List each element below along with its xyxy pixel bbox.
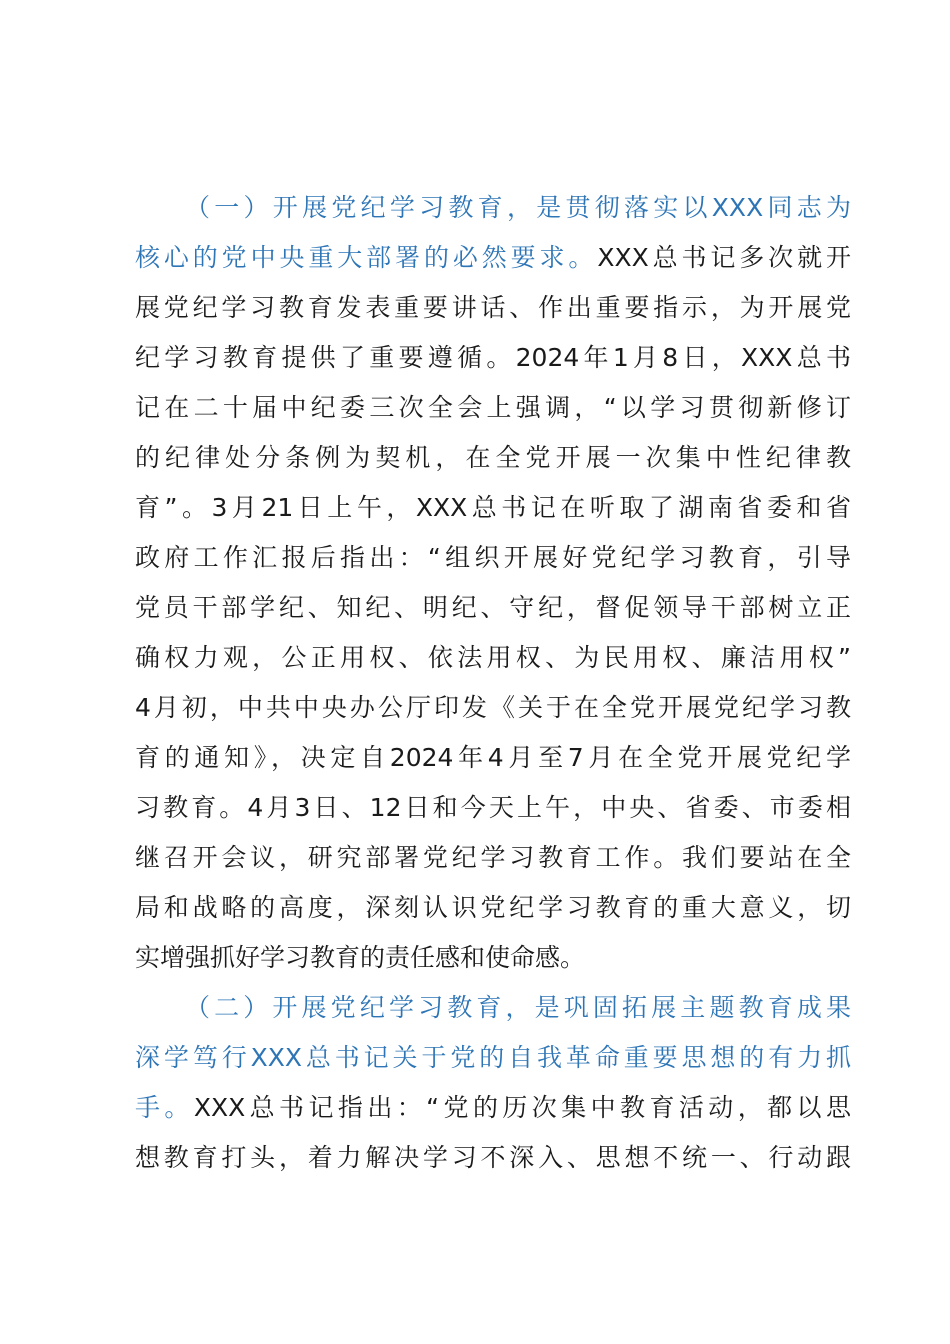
body-text: 纪学习教育提供了重要遵循。2024年1月8日，XXX总书 bbox=[135, 343, 851, 372]
text-line bbox=[135, 183, 851, 233]
section-heading: 深学笃行XXX总书记关于党的自我革命重要思想的有力抓 bbox=[135, 1043, 851, 1072]
text-line bbox=[135, 233, 851, 283]
text-line bbox=[135, 983, 851, 1033]
text-line bbox=[135, 583, 851, 633]
text-line bbox=[135, 733, 851, 783]
body-text: XXX总书记指出：“党的历次集中教育活动，都以思 bbox=[193, 1093, 851, 1122]
body-text: 想教育打头，着力解决学习不深入、思想不统一、行动跟 bbox=[135, 1143, 851, 1172]
text-line bbox=[135, 933, 851, 983]
section-heading: （二）开展党纪学习教育，是巩固拓展主题教育成果 bbox=[185, 993, 851, 1022]
text-line bbox=[135, 1033, 851, 1083]
paragraph-section-2 bbox=[135, 983, 851, 1183]
document-body bbox=[135, 183, 851, 1183]
section-heading: 手。 bbox=[135, 1093, 194, 1122]
text-line bbox=[135, 833, 851, 883]
body-text: 党员干部学纪、知纪、明纪、守纪，督促领导干部树立正 bbox=[135, 593, 851, 622]
section-heading: 核心的党中央重大部署的必然要求。 bbox=[135, 243, 598, 272]
text-line bbox=[135, 1133, 851, 1183]
body-text: XXX总书记多次就开 bbox=[597, 243, 851, 272]
body-text: 展党纪学习教育发表重要讲话、作出重要指示，为开展党 bbox=[135, 293, 851, 322]
body-text: 记在二十届中纪委三次全会上强调，“以学习贯彻新修订 bbox=[135, 393, 851, 422]
text-line bbox=[135, 383, 851, 433]
body-text: 局和战略的高度，深刻认识党纪学习教育的重大意义，切 bbox=[135, 893, 851, 922]
section-heading: （一）开展党纪学习教育，是贯彻落实以XXX同志为 bbox=[185, 193, 851, 222]
text-line bbox=[135, 1083, 851, 1133]
body-text: 确权力观，公正用权、依法用权、为民用权、廉洁用权” bbox=[135, 643, 851, 672]
body-text: 育的通知》，决定自2024年4月至7月在全党开展党纪学 bbox=[135, 743, 851, 772]
text-line bbox=[135, 783, 851, 833]
text-line bbox=[135, 683, 851, 733]
body-text: 育”。3月21日上午，XXX总书记在听取了湖南省委和省 bbox=[135, 493, 851, 522]
body-text: 习教育。4月3日、12日和今天上午，中央、省委、市委相 bbox=[135, 793, 851, 822]
body-text: 实增强抓好学习教育的责任感和使命感。 bbox=[135, 943, 586, 972]
body-text: 4月初，中共中央办公厅印发《关于在全党开展党纪学习教 bbox=[135, 693, 851, 722]
text-line bbox=[135, 433, 851, 483]
text-line bbox=[135, 533, 851, 583]
text-line bbox=[135, 283, 851, 333]
text-line bbox=[135, 883, 851, 933]
body-text: 政府工作汇报后指出：“组织开展好党纪学习教育，引导 bbox=[135, 543, 851, 572]
text-line bbox=[135, 633, 851, 683]
text-line bbox=[135, 483, 851, 533]
paragraph-section-1 bbox=[135, 183, 851, 983]
text-line bbox=[135, 333, 851, 383]
body-text: 继召开会议，研究部署党纪学习教育工作。我们要站在全 bbox=[135, 843, 851, 872]
body-text: 的纪律处分条例为契机，在全党开展一次集中性纪律教 bbox=[135, 443, 851, 472]
